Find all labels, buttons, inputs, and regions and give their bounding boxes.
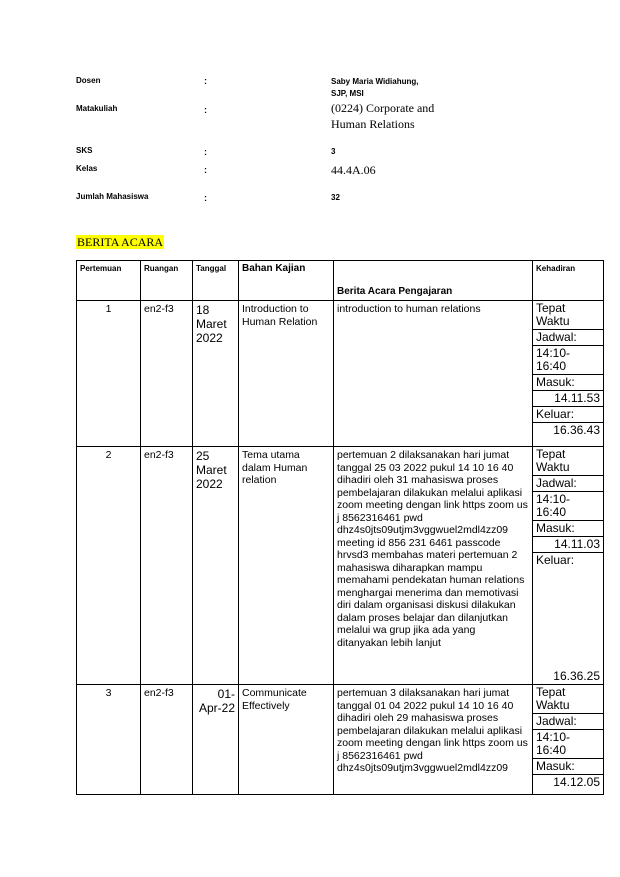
table-row (77, 447, 604, 685)
row1-status: Tepat Waktu (533, 301, 603, 330)
row3-pertemuan: 3 (77, 685, 141, 795)
row3-masuk: 14.12.05 (553, 775, 600, 789)
dosen-colon: : (204, 76, 207, 86)
header-bahan: Bahan Kajian (239, 261, 334, 301)
header-tanggal: Tanggal (193, 261, 239, 301)
matakuliah-value-line2: Human Relations (331, 117, 415, 131)
row3-jadwal-label: Jadwal: (533, 714, 603, 730)
row3-ruangan: en2-f3 (141, 685, 193, 795)
row1-berita: introduction to human relations (334, 301, 533, 447)
row1-bahan: Introduction to Human Relation (239, 301, 334, 447)
row3-masuk-label: Masuk: (533, 759, 603, 775)
row2-masuk: 14.11.03 (533, 537, 603, 553)
dosen-label: Dosen (76, 76, 101, 85)
row1-masuk-label: Masuk: (533, 375, 603, 391)
dosen-value (331, 76, 419, 100)
sks-value: 3 (331, 147, 336, 156)
dosen-value-line1: Saby Maria Widiahung, (331, 77, 419, 86)
row2-status: Tepat Waktu (533, 447, 603, 476)
row2-masuk-label: Masuk: (533, 521, 603, 537)
kelas-value: 44.4A.06 (331, 163, 376, 177)
matakuliah-value (331, 100, 434, 132)
row2-keluar-label: Keluar: (536, 553, 575, 567)
row1-ruangan: en2-f3 (141, 301, 193, 447)
row2-jadwal-label: Jadwal: (533, 476, 603, 492)
row1-keluar-label: Keluar: (533, 407, 603, 423)
header-pertemuan: Pertemuan (77, 261, 141, 301)
table-header-row (77, 261, 604, 301)
row2-kehadiran (533, 447, 604, 685)
sks-colon: : (204, 147, 207, 157)
matakuliah-value-line1: (0224) Corporate and (331, 101, 435, 115)
dosen-value-line2: SJP, MSI (331, 89, 364, 98)
matakuliah-label: Matakuliah (76, 104, 118, 113)
row3-jadwal: 14:10-16:40 (533, 730, 603, 759)
header-kehadiran: Kehadiran (533, 261, 604, 301)
row2-keluar: 16.36.25 (553, 669, 600, 683)
row1-jadwal-label: Jadwal: (533, 330, 603, 346)
row2-pertemuan: 2 (77, 447, 141, 685)
row3-status: Tepat Waktu (533, 685, 603, 714)
row1-tanggal: 18 Maret 2022 (193, 301, 239, 447)
jumlah-colon: : (204, 193, 207, 203)
matakuliah-colon: : (204, 105, 207, 115)
row2-ruangan: en2-f3 (141, 447, 193, 685)
berita-acara-table (76, 260, 604, 795)
row3-berita: pertemuan 3 dilaksanakan hari jumat tanggal 01 04 2022 pukul 14 10 16 40 dihadiri oleh 29 mahasiswa proses pembelajaran dilakukan melalui aplikasi zoom meeting dengan link https zoom us j 8562316461 pwd dhz4s0jts09utjm3vggwuel2mdl4zz09 (334, 685, 533, 795)
row2-jadwal: 14:10-16:40 (533, 492, 603, 521)
header-ruangan: Ruangan (141, 261, 193, 301)
kelas-label: Kelas (76, 164, 98, 173)
row3-bahan: Communicate Effectively (239, 685, 334, 795)
table-row (77, 685, 604, 795)
table-row (77, 301, 604, 447)
row1-jadwal: 14:10-16:40 (533, 346, 603, 375)
section-heading: BERITA ACARA (77, 235, 164, 249)
header-berita: Berita Acara Pengajaran (334, 261, 533, 301)
jumlah-label: Jumlah Mahasiswa (76, 192, 149, 201)
row1-kehadiran (533, 301, 604, 447)
row1-pertemuan: 1 (77, 301, 141, 447)
row3-kehadiran (533, 685, 604, 795)
row2-bahan: Tema utama dalam Human relation (239, 447, 334, 685)
row3-tanggal: 01-Apr-22 (193, 685, 239, 795)
kelas-colon: : (204, 165, 207, 175)
row1-keluar: 16.36.43 (553, 423, 600, 437)
sks-label: SKS (76, 146, 93, 155)
row2-tanggal: 25 Maret 2022 (193, 447, 239, 685)
jumlah-value: 32 (331, 193, 340, 202)
row2-berita: pertemuan 2 dilaksanakan hari jumat tanggal 25 03 2022 pukul 14 10 16 40 dihadiri oleh 31 mahasiswa proses pembelajaran dilakukan melalui aplikasi zoom meeting dengan link https zoom us j 8562316461 pwd dhz4s0jts09utjm3vggwuel2mdl4zz09 meeting id 856 231 6461 passcode hrvsd3 membahas materi pertemuan 2 mahasiswa diharapkan mampu memahami pendekatan human relations menghargai menerima dan memotivasi diri dalam organisasi diskusi dilakukan dalam proses belajar dan dilanjutkan melalui wa grup jika ada yang ditanyakan lebih lanjut (334, 447, 533, 685)
row1-masuk: 14.11.53 (533, 391, 603, 407)
